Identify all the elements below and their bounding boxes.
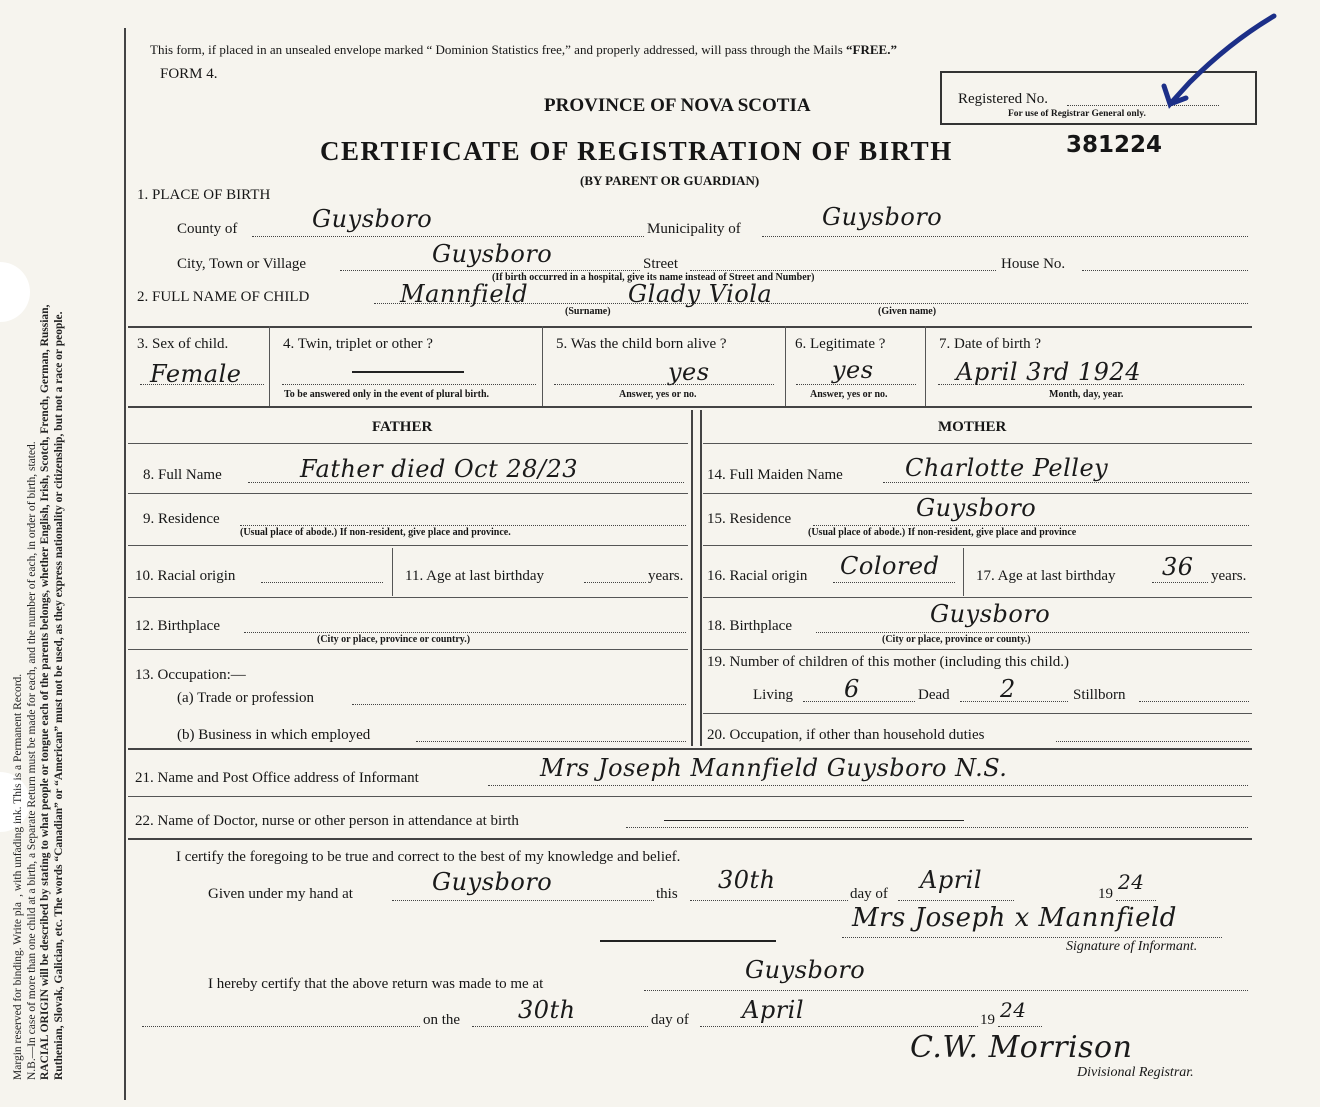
- alive-value: yes: [668, 358, 710, 386]
- father-business-label: (b) Business in which employed: [177, 727, 371, 743]
- certification-statement: I certify the foregoing to be true and correct to the best of my knowledge and belief.: [176, 849, 681, 865]
- mother-name-value: Charlotte Pelley: [905, 454, 1109, 482]
- dead-label: Dead: [918, 687, 950, 703]
- informant-value: Mrs Joseph Mannfield Guysboro N.S.: [540, 754, 1008, 782]
- mother-heading: MOTHER: [938, 419, 1007, 435]
- mother-residence-label: 15. Residence: [707, 511, 792, 527]
- place-label: 1. PLACE OF BIRTH: [137, 187, 271, 203]
- mother-birthplace-label: 18. Birthplace: [707, 618, 792, 634]
- municipality-value: Guysboro: [822, 203, 943, 231]
- informant-signature: Mrs Joseph x Mannfield: [852, 903, 1177, 933]
- stillborn-label: Stillborn: [1073, 687, 1126, 703]
- margin-line: RACIAL ORIGIN will be described by stating to what people or tongue each of the parents belongs, whether English, Irish, Scotch, French, German, Russian,: [39, 304, 51, 1080]
- father-residence-label: 9. Residence: [143, 511, 220, 527]
- reg-year-value: 24: [1000, 998, 1027, 1022]
- certificate-number: 381224: [1066, 132, 1163, 158]
- mail-note: [150, 42, 897, 58]
- sex-label: 3. Sex of child.: [137, 336, 229, 352]
- father-name-label: 8. Full Name: [143, 467, 222, 483]
- doctor-label: 22. Name of Doctor, nurse or other person in attendance at birth: [135, 813, 519, 829]
- mail-note-free: “FREE.”: [846, 42, 897, 57]
- child-surname-value: Mannfield: [400, 280, 529, 308]
- dob-note: Month, day, year.: [1049, 389, 1124, 400]
- certificate-subtitle: (BY PARENT OR GUARDIAN): [580, 173, 760, 188]
- municipality-label: Municipality of: [647, 221, 741, 237]
- province-heading: PROVINCE OF NOVA SCOTIA: [544, 95, 811, 116]
- mother-years-label: years.: [1211, 568, 1247, 584]
- alive-label: 5. Was the child born alive ?: [556, 336, 727, 352]
- mother-birthplace-value: Guysboro: [930, 600, 1051, 628]
- month-value: April: [920, 866, 983, 894]
- margin-line: Ruthenian, Slovak, Galician, etc. The words “Canadian” or “American” must not be used, as they express nationality or citizenship, but not a race or people.: [52, 311, 65, 1080]
- legit-note: Answer, yes or no.: [810, 389, 888, 400]
- mother-racial-value: Colored: [840, 552, 940, 580]
- dob-label: 7. Date of birth ?: [939, 336, 1042, 352]
- certificate-title: CERTIFICATE OF REGISTRATION OF BIRTH: [320, 136, 953, 166]
- father-heading: FATHER: [372, 419, 433, 435]
- reg-year-prefix: 19: [980, 1012, 995, 1028]
- binding-line: [124, 28, 126, 1100]
- reg-day-value: 30th: [518, 996, 576, 1024]
- on-the-label: on the: [423, 1012, 461, 1028]
- mother-age-value: 36: [1162, 553, 1194, 581]
- mother-name-label: 14. Full Maiden Name: [707, 467, 843, 483]
- mother-age-label: 17. Age at last birthday: [976, 568, 1116, 584]
- sex-value: Female: [150, 360, 242, 388]
- living-value: 6: [844, 675, 860, 703]
- given-place-value: Guysboro: [432, 868, 553, 896]
- margin-line: Margin reserved for binding. Write pla , with unfading ink. This is a Permanent Record.: [12, 673, 24, 1080]
- dob-value: April 3rd 1924: [956, 358, 1141, 386]
- mother-children-label: 19. Number of children of this mother (including this child.): [707, 654, 1070, 670]
- father-birthplace-note: (City or place, province or country.): [317, 634, 471, 645]
- margin-instructions: [12, 0, 66, 1080]
- father-birthplace-label: 12. Birthplace: [135, 618, 220, 634]
- mother-residence-value: Guysboro: [916, 494, 1037, 522]
- city-label: City, Town or Village: [177, 256, 307, 272]
- child-name-label: 2. FULL NAME OF CHILD: [137, 289, 310, 305]
- mother-birthplace-note: (City or place, province or county.): [882, 634, 1031, 645]
- county-value: Guysboro: [312, 205, 433, 233]
- city-value: Guysboro: [432, 240, 553, 268]
- father-trade-label: (a) Trade or profession: [177, 690, 315, 706]
- county-label: County of: [177, 221, 238, 237]
- check-mark-icon: [1150, 12, 1280, 112]
- twin-note: To be answered only in the event of plural birth.: [284, 389, 490, 400]
- signature-caption: Signature of Informant.: [1066, 939, 1198, 954]
- registrar-statement: I hereby certify that the above return was made to me at: [208, 976, 544, 992]
- father-name-value: Father died Oct 28/23: [300, 455, 579, 483]
- twin-label: 4. Twin, triplet or other ?: [283, 336, 433, 352]
- registered-no-label: Registered No.: [958, 91, 1048, 107]
- mother-occupation-label: 20. Occupation, if other than household duties: [707, 727, 985, 743]
- mother-racial-label: 16. Racial origin: [707, 568, 808, 584]
- street-label: Street: [643, 256, 678, 272]
- legit-label: 6. Legitimate ?: [795, 336, 886, 352]
- registrar-caption: Divisional Registrar.: [1077, 1065, 1194, 1080]
- living-label: Living: [753, 687, 793, 703]
- year-prefix: 19: [1098, 886, 1113, 902]
- surname-caption: (Surname): [565, 306, 611, 317]
- reg-day-of-label: day of: [651, 1012, 689, 1028]
- given-caption: (Given name): [878, 306, 937, 317]
- mail-note-text: This form, if placed in an unsealed envelope marked “ Dominion Statistics free,” and properly addressed, will pass through the Mails: [150, 42, 843, 57]
- informant-label: 21. Name and Post Office address of Informant: [135, 770, 419, 786]
- day-value: 30th: [718, 866, 776, 894]
- dead-value: 2: [1000, 675, 1016, 703]
- father-residence-note: (Usual place of abode.) If non-resident, give place and province.: [240, 527, 511, 538]
- margin-line: N.B.—In case of more than one child at a birth, a Separate Return must be made for each, and the number of each, in order of birth, stated.: [25, 441, 38, 1080]
- registrar-use-note: For use of Registrar General only.: [1008, 109, 1146, 119]
- alive-note: Answer, yes or no.: [619, 389, 697, 400]
- registrar-signature: C.W. Morrison: [910, 1030, 1133, 1065]
- registrar-place-value: Guysboro: [745, 956, 866, 984]
- father-years-label: years.: [648, 568, 684, 584]
- reg-month-value: April: [742, 996, 805, 1024]
- child-given-value: Glady Viola: [628, 280, 773, 308]
- year-value: 24: [1118, 870, 1145, 894]
- house-label: House No.: [1001, 256, 1066, 272]
- legit-value: yes: [832, 356, 874, 384]
- mother-residence-note: (Usual place of abode.) If non-resident, give place and province: [808, 527, 1077, 538]
- father-age-label: 11. Age at last birthday: [405, 568, 544, 584]
- this-label: this: [656, 886, 678, 902]
- father-racial-label: 10. Racial origin: [135, 568, 236, 584]
- form-number: FORM 4.: [160, 66, 218, 82]
- given-label: Given under my hand at: [208, 886, 353, 902]
- day-of-label: day of: [850, 886, 888, 902]
- hospital-note: (If birth occurred in a hospital, give its name instead of Street and Number): [492, 272, 815, 283]
- father-occupation-label: 13. Occupation:—: [135, 667, 246, 683]
